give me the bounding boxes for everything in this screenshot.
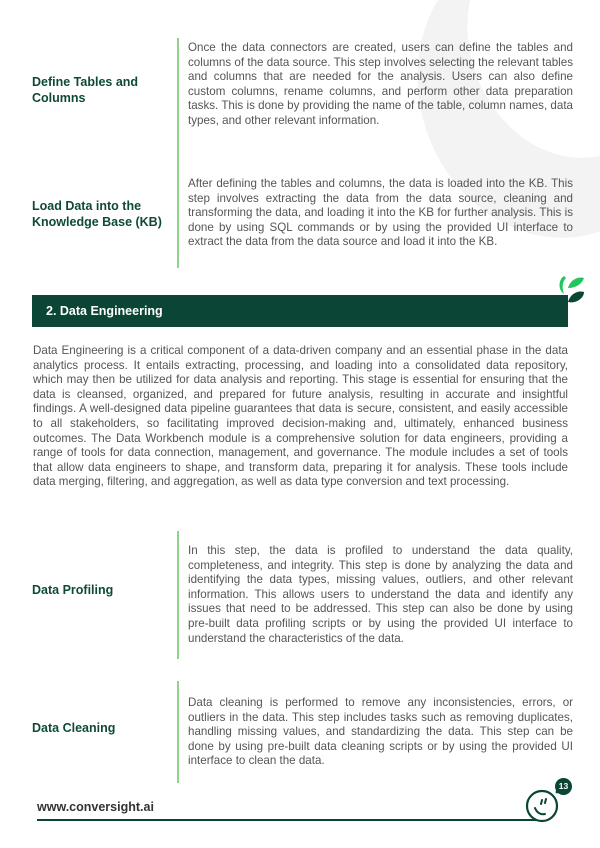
- step-label: Load Data into the Knowledge Base (KB): [32, 199, 162, 229]
- step-label: Data Profiling: [32, 583, 114, 597]
- footer-divider: [37, 819, 547, 821]
- step-divider-bar: [177, 681, 179, 783]
- step-description: Once the data connectors are created, users can define the tables and columns of the data source. This step involves selecting the relevant tables and columns that are needed for the analysis. Users can also define custom columns, rename columns, and perform other data preparation tasks. This is done by providing the name of the table, column names, data types, and other relevant information.: [188, 41, 573, 127]
- leaf-logo-icon: [554, 272, 588, 306]
- step-description: In this step, the data is profiled to understand the data quality, completeness, and integrity. This step is done by analyzing the data and identifying the data types, missing values, outliers, and other relevant information. This allows users to understand the data and identify any issues that need to be addressed. This step can also be done by using pre-built data profiling scripts or by using the provided UI interface to understand the characteristics of the data.: [188, 544, 573, 645]
- section-intro-paragraph: Data Engineering is a critical component of a data-driven company and an essential phase in the data analytics process. It entails extracting, processing, and loading into a consolidated data repository, which may then be utilized for data analysis and reporting. This stage is essential for ensuring that the data is cleansed, organized, and prepared for future analysis, resulting in accurate and insightful findings. A well-designed data pipeline guarantees that data is secure, consistent, and easily accessible to all stakeholders, so facilitating improved decision-making and, ultimately, enhanced business outcomes. The Data Workbench module is a comprehensive solution for data engineers, providing a range of tools for data connection, management, and governance. The module includes a set of tools that allow data engineers to shape, and transform data, preparing it for analysis. These tools include data merging, filtering, and aggregation, as well as data type conversion and text processing.: [33, 344, 568, 489]
- step-divider-bar: [177, 531, 179, 659]
- step-load-data: [0, 166, 600, 270]
- step-data-cleaning: [0, 681, 600, 785]
- step-description: Data cleaning is performed to remove any inconsistencies, errors, or outliers in the data. This step includes tasks such as removing duplicates, handling missing values, and standardizing the data. This step can be done by using pre-built data cleaning scripts or by using the provided UI interface to clean the data.: [188, 696, 573, 768]
- step-data-profiling: [0, 531, 600, 663]
- step-description: After defining the tables and columns, the data is loaded into the KB. This step involves extracting the data from the data source, cleaning and transforming the data, and loading it into the KB for further analysis. This is done by using SQL commands or by using the provided UI interface to extract the data from the data source and load it into the KB.: [188, 177, 573, 249]
- section-header: 2. Data Engineering: [32, 295, 568, 327]
- step-divider-bar: [177, 166, 179, 268]
- step-define-tables: [0, 38, 600, 170]
- footer-website-link[interactable]: www.conversight.ai: [37, 800, 154, 814]
- step-divider-bar: [177, 38, 179, 168]
- step-label: Define Tables and Columns: [32, 75, 139, 105]
- page-number-badge: 13: [555, 778, 572, 795]
- step-label: Data Cleaning: [32, 721, 116, 735]
